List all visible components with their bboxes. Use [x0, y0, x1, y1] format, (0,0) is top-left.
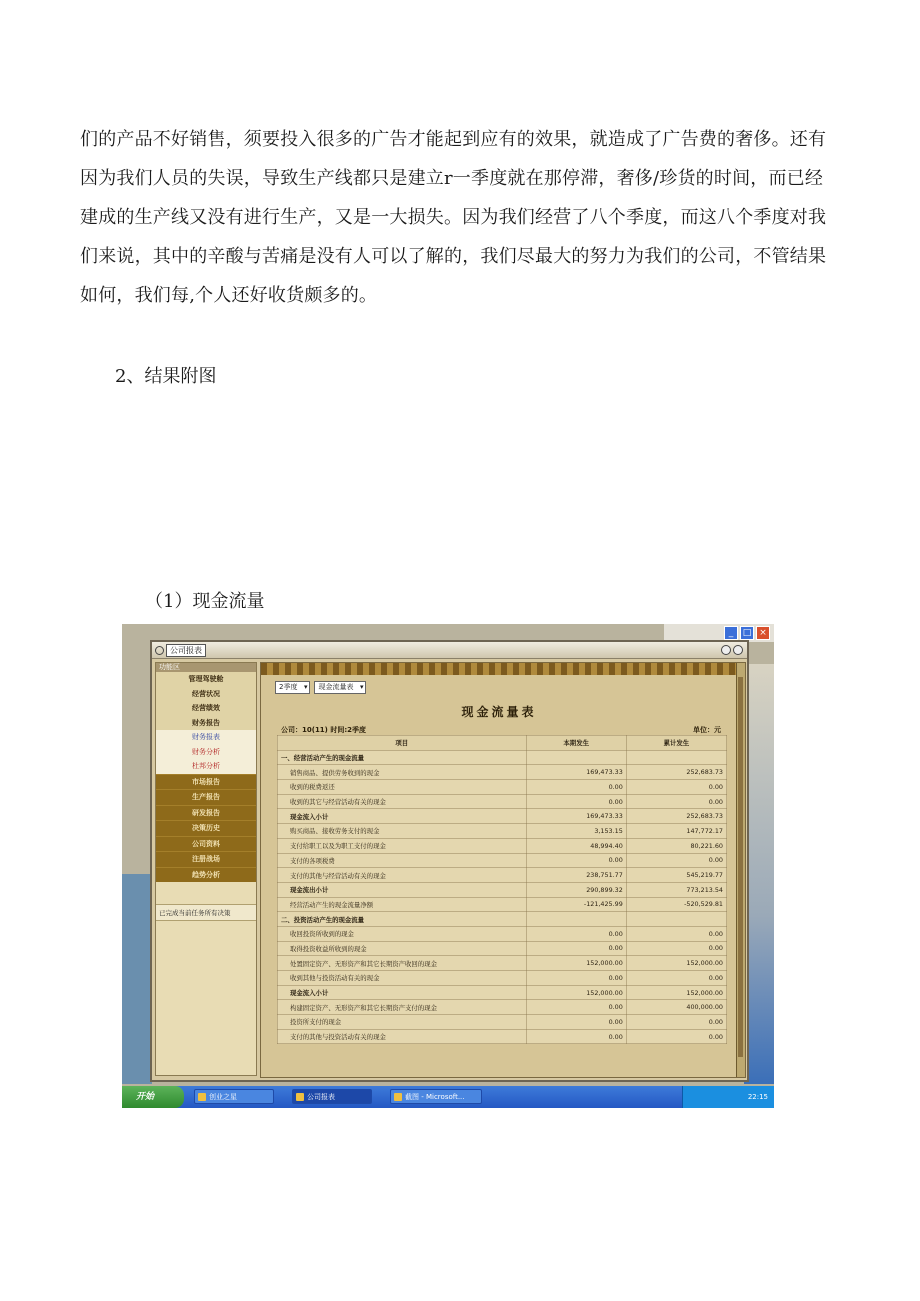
cumulative-value: 252,683.73: [626, 765, 726, 780]
paragraph-line: 们来说，其中的辛酸与苦痛是没有人可以了解的，我们尽最大的努力为我们的公司，不管结果: [80, 246, 827, 267]
row-label: 投资所支付的现金: [278, 1015, 527, 1030]
row-label: 支付的其他与投资活动有关的现金: [278, 1029, 527, 1044]
table-row: [278, 1029, 727, 1044]
cumulative-value: 0.00: [626, 794, 726, 809]
row-label: 收回投资所收到的现金: [278, 926, 527, 941]
table-row: [278, 985, 727, 1000]
current-value: 169,473.33: [526, 809, 626, 824]
table-row: [278, 868, 727, 883]
table-row: [278, 956, 727, 971]
clock: 22:15: [747, 1093, 768, 1101]
cumulative-value: 0.00: [626, 780, 726, 795]
cumulative-value: [626, 750, 726, 765]
cumulative-value: 152,000.00: [626, 985, 726, 1000]
cumulative-value: 80,221.60: [626, 838, 726, 853]
cash-flow-table: [277, 735, 727, 1044]
window-titlebar: [152, 642, 747, 659]
sidebar-item[interactable]: 公司资料: [156, 836, 256, 852]
cash-flow-screenshot: [122, 624, 774, 1108]
row-label: 收到的税费返还: [278, 780, 527, 795]
current-value: -121,425.99: [526, 897, 626, 912]
taskbar-item[interactable]: 公司报表: [292, 1089, 372, 1104]
table-row: [278, 1000, 727, 1015]
row-label: 支付的各项税费: [278, 853, 527, 868]
sidebar-item[interactable]: 管理驾驶舱: [156, 672, 256, 687]
sidebar-item[interactable]: 财务分析: [156, 745, 256, 760]
row-label: 收到其他与投资活动有关的现金: [278, 971, 527, 986]
body-paragraph: [80, 120, 845, 315]
table-row: [278, 971, 727, 986]
cumulative-value: 0.00: [626, 1015, 726, 1030]
current-value: 152,000.00: [526, 956, 626, 971]
current-value: 48,994.40: [526, 838, 626, 853]
decorative-border: [261, 663, 745, 675]
sidebar-item[interactable]: 决策历史: [156, 820, 256, 836]
current-value: 152,000.00: [526, 985, 626, 1000]
table-row: [278, 794, 727, 809]
column-header: 项目: [278, 736, 527, 751]
cumulative-value: 147,772.17: [626, 824, 726, 839]
cumulative-value: 773,213.54: [626, 882, 726, 897]
report-type-select[interactable]: 现金流量表 ▾: [314, 681, 366, 694]
row-label: 销售商品、提供劳务收到的现金: [278, 765, 527, 780]
row-label: 支付的其他与经营活动有关的现金: [278, 868, 527, 883]
current-value: 3,153.15: [526, 824, 626, 839]
current-value: 0.00: [526, 1015, 626, 1030]
row-label: 二、投资活动产生的现金流量: [278, 912, 527, 927]
maximize-icon[interactable]: □: [740, 626, 754, 640]
table-row: [278, 853, 727, 868]
table-row: [278, 926, 727, 941]
figure-caption: （1）现金流量: [145, 591, 265, 612]
paragraph-line: 们的产品不好销售，须要投入很多的广告才能起到应有的效果，就造成了广告费的奢侈。还有: [80, 129, 827, 150]
row-label: 收到的其它与经营活动有关的现金: [278, 794, 527, 809]
table-row: [278, 765, 727, 780]
report-window: [150, 640, 749, 1082]
paragraph-line: 因为我们人员的失误，导致生产线都只是建立r一季度就在那停滞，奢侈/珍货的时间，而已经: [80, 168, 824, 189]
paragraph-line: 如何，我们每,个人还好收货颇多的。: [80, 285, 378, 306]
current-value: [526, 750, 626, 765]
current-value: 0.00: [526, 1029, 626, 1044]
cumulative-value: 545,219.77: [626, 868, 726, 883]
sidebar-item[interactable]: 研发报告: [156, 805, 256, 821]
desktop-background: [122, 874, 152, 1084]
row-label: 现金流出小计: [278, 882, 527, 897]
cumulative-value: [626, 912, 726, 927]
row-label: 取得投资收益所收到的现金: [278, 941, 527, 956]
start-button[interactable]: 开始: [122, 1086, 184, 1108]
cumulative-value: 252,683.73: [626, 809, 726, 824]
sidebar-item[interactable]: 经营绩效: [156, 701, 256, 716]
row-label: 现金流入小计: [278, 809, 527, 824]
sidebar: [155, 662, 257, 1076]
sidebar-item[interactable]: 趋势分析: [156, 867, 256, 883]
sidebar-item[interactable]: 经营状况: [156, 687, 256, 702]
current-value: 0.00: [526, 971, 626, 986]
report-title: 现金流量表: [461, 705, 537, 719]
cumulative-value: 0.00: [626, 941, 726, 956]
current-value: 290,899.32: [526, 882, 626, 897]
table-row: [278, 1015, 727, 1030]
app-icon: [394, 1093, 402, 1101]
current-value: 0.00: [526, 794, 626, 809]
sidebar-item[interactable]: 注册战场: [156, 851, 256, 867]
column-header: 累计发生: [626, 736, 726, 751]
cumulative-value: 0.00: [626, 926, 726, 941]
app-icon: [296, 1093, 304, 1101]
current-value: 0.00: [526, 941, 626, 956]
close-icon[interactable]: [733, 645, 743, 655]
company-period: 公司：10(11) 时间:2季度: [281, 726, 366, 734]
row-label: 经营活动产生的现金流量净额: [278, 897, 527, 912]
sidebar-item[interactable]: 财务报告: [156, 716, 256, 731]
current-value: 0.00: [526, 926, 626, 941]
current-value: [526, 912, 626, 927]
cumulative-value: 0.00: [626, 1029, 726, 1044]
paragraph-line: 建成的生产线又没有进行生产，又是一大损失。因为我们经营了八个季度，而这八个季度对我: [80, 207, 827, 228]
taskbar-item[interactable]: 创业之星: [194, 1089, 274, 1104]
table-row: [278, 780, 727, 795]
taskbar: [122, 1086, 774, 1108]
table-row: [278, 897, 727, 912]
row-label: 购买商品、接收劳务支付的现金: [278, 824, 527, 839]
table-row: [278, 824, 727, 839]
sidebar-item[interactable]: 杜邦分析: [156, 759, 256, 774]
system-tray: [682, 1086, 774, 1108]
status-note: 已完成当前任务所有决策: [156, 904, 256, 921]
cumulative-value: 400,000.00: [626, 1000, 726, 1015]
row-label: 处置固定资产、无形资产和其它长期资产收回的现金: [278, 956, 527, 971]
quarter-select[interactable]: 2季度 ▾: [275, 681, 310, 694]
unit-label: 单位：元: [693, 726, 721, 734]
row-label: 一、经营活动产生的现金流量: [278, 750, 527, 765]
cumulative-value: 152,000.00: [626, 956, 726, 971]
current-value: 0.00: [526, 853, 626, 868]
cumulative-value: -520,529.81: [626, 897, 726, 912]
sidebar-item[interactable]: 财务报表: [156, 730, 256, 745]
sidebar-header: 功能区: [156, 663, 256, 672]
report-toolbar: [275, 681, 366, 694]
window-menu-icon[interactable]: [155, 646, 164, 655]
row-label: 支付给职工以及为职工支付的现金: [278, 838, 527, 853]
minimize-icon[interactable]: _: [724, 626, 738, 640]
scrollbar[interactable]: [736, 663, 745, 1077]
minimize-icon[interactable]: [721, 645, 731, 655]
report-panel: [260, 662, 746, 1078]
cumulative-value: 0.00: [626, 853, 726, 868]
taskbar-item[interactable]: 截图 - Microsoft...: [390, 1089, 482, 1104]
current-value: 169,473.33: [526, 765, 626, 780]
table-row: [278, 882, 727, 897]
row-label: 构建固定资产、无形资产和其它长期资产支付的现金: [278, 1000, 527, 1015]
table-row: [278, 809, 727, 824]
sidebar-item[interactable]: 生产报告: [156, 789, 256, 805]
current-value: 0.00: [526, 1000, 626, 1015]
report-meta: [281, 725, 721, 735]
row-label: 现金流入小计: [278, 985, 527, 1000]
table-row: [278, 912, 727, 927]
table-row: [278, 941, 727, 956]
current-value: 0.00: [526, 780, 626, 795]
cumulative-value: 0.00: [626, 971, 726, 986]
close-icon[interactable]: ×: [756, 626, 770, 640]
table-row: [278, 750, 727, 765]
section-heading: 2、结果附图: [115, 366, 217, 387]
current-value: 238,751.77: [526, 868, 626, 883]
app-icon: [198, 1093, 206, 1101]
window-title: 公司报表: [166, 644, 206, 657]
column-header: 本期发生: [526, 736, 626, 751]
table-row: [278, 838, 727, 853]
sidebar-item[interactable]: 市场报告: [156, 774, 256, 790]
